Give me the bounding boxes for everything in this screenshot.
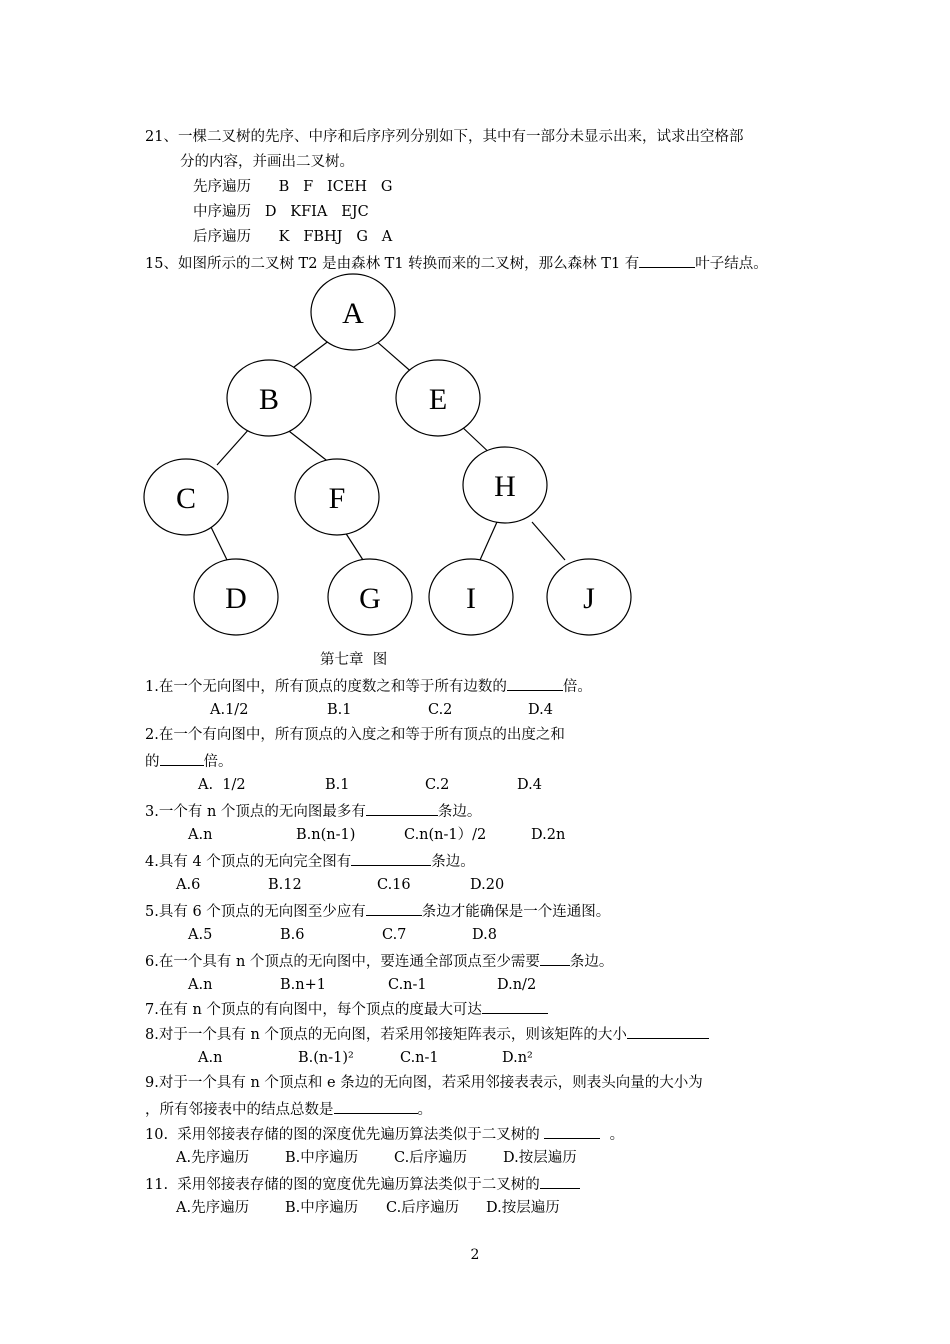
q3-option-c: C.n(n-1）/2 xyxy=(404,827,487,843)
q4-option-b: B.12 xyxy=(268,877,302,893)
answer-blank xyxy=(540,950,570,966)
q3-option-a: A.n xyxy=(188,827,213,843)
answer-blank xyxy=(540,1173,580,1189)
tree-node-label: C xyxy=(175,482,197,515)
q1-stem: 1.在一个无向图中，所有顶点的度数之和等于所有边数的 倍。 xyxy=(145,675,592,697)
q6-option-a: A.n xyxy=(188,977,213,993)
q8-option-b: B.(n-1)² xyxy=(298,1050,354,1066)
q4-option-a: A.6 xyxy=(176,877,201,893)
q8-option-a: A.n xyxy=(198,1050,223,1066)
edge-a-b xyxy=(290,340,330,370)
q11-stem: 11. 采用邻接表存储的图的宽度优先遍历算法类似于二叉树的 xyxy=(145,1173,580,1195)
q10-option-b: B.中序遍历 xyxy=(285,1150,359,1166)
q8-stem: 8.对于一个具有 n 个顶点的无向图，若采用邻接矩阵表示，则该矩阵的大小 xyxy=(145,1023,709,1045)
q21-line1: 21、一棵二叉树的先序、中序和后序序列分别如下，其中有一部分未显示出来，试求出空格部 xyxy=(145,129,744,145)
answer-blank xyxy=(351,850,431,866)
q4-option-c: C.16 xyxy=(377,877,411,893)
q21-inorder: 中序遍历 D KFIA EJC xyxy=(193,204,369,220)
tree-node-label: D xyxy=(225,582,247,615)
q9-line1: 9.对于一个具有 n 个顶点和 e 条边的无向图，若采用邻接表表示，则表头向量的大小为 xyxy=(145,1075,703,1091)
tree-node-label: B xyxy=(258,383,280,416)
edge-f-g xyxy=(345,532,363,560)
edge-h-j xyxy=(532,522,565,560)
answer-blank xyxy=(366,800,438,816)
q3-option-d: D.2n xyxy=(531,827,566,843)
q10-option-d: D.按层遍历 xyxy=(503,1150,577,1166)
answer-blank xyxy=(544,1123,600,1139)
q10-option-a: A.先序遍历 xyxy=(176,1150,250,1166)
edge-b-f xyxy=(285,428,330,463)
q11-option-b: B.中序遍历 xyxy=(285,1200,359,1216)
q11-option-c: C.后序遍历 xyxy=(386,1200,460,1216)
q2-option-c: C.2 xyxy=(425,777,450,793)
q6-option-c: C.n-1 xyxy=(388,977,427,993)
q7-stem: 7.在有 n 个顶点的有向图中，每个顶点的度最大可达 xyxy=(145,998,548,1020)
q21-preorder: 先序遍历 B F ICEH G xyxy=(193,179,393,195)
tree-node-label: G xyxy=(359,582,381,615)
edge-b-c xyxy=(217,428,250,465)
answer-blank xyxy=(334,1098,418,1114)
q9-line2: ，所有邻接表中的结点总数是 。 xyxy=(145,1098,432,1120)
edge-h-i xyxy=(480,522,497,560)
q21-line2: 分的内容，并画出二叉树。 xyxy=(180,154,354,170)
q6-option-b: B.n+1 xyxy=(280,977,326,993)
q3-stem: 3.一个有 n 个顶点的无向图最多有 条边。 xyxy=(145,800,481,822)
q4-stem: 4.具有 4 个顶点的无向完全图有 条边。 xyxy=(145,850,475,872)
answer-blank xyxy=(366,900,422,916)
q15-text: 15、如图所示的二叉树 T2 是由森林 T1 转换而来的二叉树，那么森林 T1 有 叶子结点。 xyxy=(145,252,768,274)
q2-stem-line2: 的 倍。 xyxy=(145,750,233,772)
tree-node-label: E xyxy=(428,383,448,416)
tree-node-label: I xyxy=(466,582,476,615)
q3-option-b: B.n(n-1) xyxy=(296,827,356,843)
binary-tree-diagram xyxy=(0,0,950,660)
q8-option-d: D.n² xyxy=(502,1050,533,1066)
q1-option-a: A.1/2 xyxy=(210,702,249,718)
q5-stem: 5.具有 6 个顶点的无向图至少应有 条边才能确保是一个连通图。 xyxy=(145,900,610,922)
tree-node-label: A xyxy=(342,297,364,330)
q8-option-c: C.n-1 xyxy=(400,1050,439,1066)
q5-option-a: A.5 xyxy=(188,927,213,943)
answer-blank xyxy=(507,675,563,691)
q10-stem: 10. 采用邻接表存储的图的深度优先遍历算法类似于二叉树的 。 xyxy=(145,1123,624,1145)
q2-option-d: D.4 xyxy=(517,777,542,793)
answer-blank xyxy=(482,998,548,1014)
chapter-heading: 第七章 图 xyxy=(320,652,388,668)
edge-c-d xyxy=(210,525,228,562)
answer-blank xyxy=(160,750,204,766)
q1-option-b: B.1 xyxy=(327,702,352,718)
tree-node-label: J xyxy=(583,582,595,615)
q6-option-d: D.n/2 xyxy=(497,977,537,993)
tree-node-label: H xyxy=(494,470,516,503)
q1-option-c: C.2 xyxy=(428,702,453,718)
q2-option-b: B.1 xyxy=(325,777,350,793)
answer-blank xyxy=(627,1023,709,1039)
q11-option-d: D.按层遍历 xyxy=(486,1200,560,1216)
q10-option-c: C.后序遍历 xyxy=(394,1150,468,1166)
q5-option-d: D.8 xyxy=(472,927,497,943)
q5-option-c: C.7 xyxy=(382,927,407,943)
tree-node-label: F xyxy=(328,482,346,515)
q11-option-a: A.先序遍历 xyxy=(176,1200,250,1216)
q5-option-b: B.6 xyxy=(280,927,305,943)
q21-postorder: 后序遍历 K FBHJ G A xyxy=(193,229,393,245)
q1-option-d: D.4 xyxy=(528,702,553,718)
q4-option-d: D.20 xyxy=(470,877,505,893)
q2-stem-line1: 2.在一个有向图中，所有顶点的入度之和等于所有顶点的出度之和 xyxy=(145,727,565,743)
q6-stem: 6.在一个具有 n 个顶点的无向图中，要连通全部顶点至少需要 条边。 xyxy=(145,950,613,972)
page-number: 2 xyxy=(470,1247,480,1263)
q2-option-a: A. 1/2 xyxy=(198,777,246,793)
